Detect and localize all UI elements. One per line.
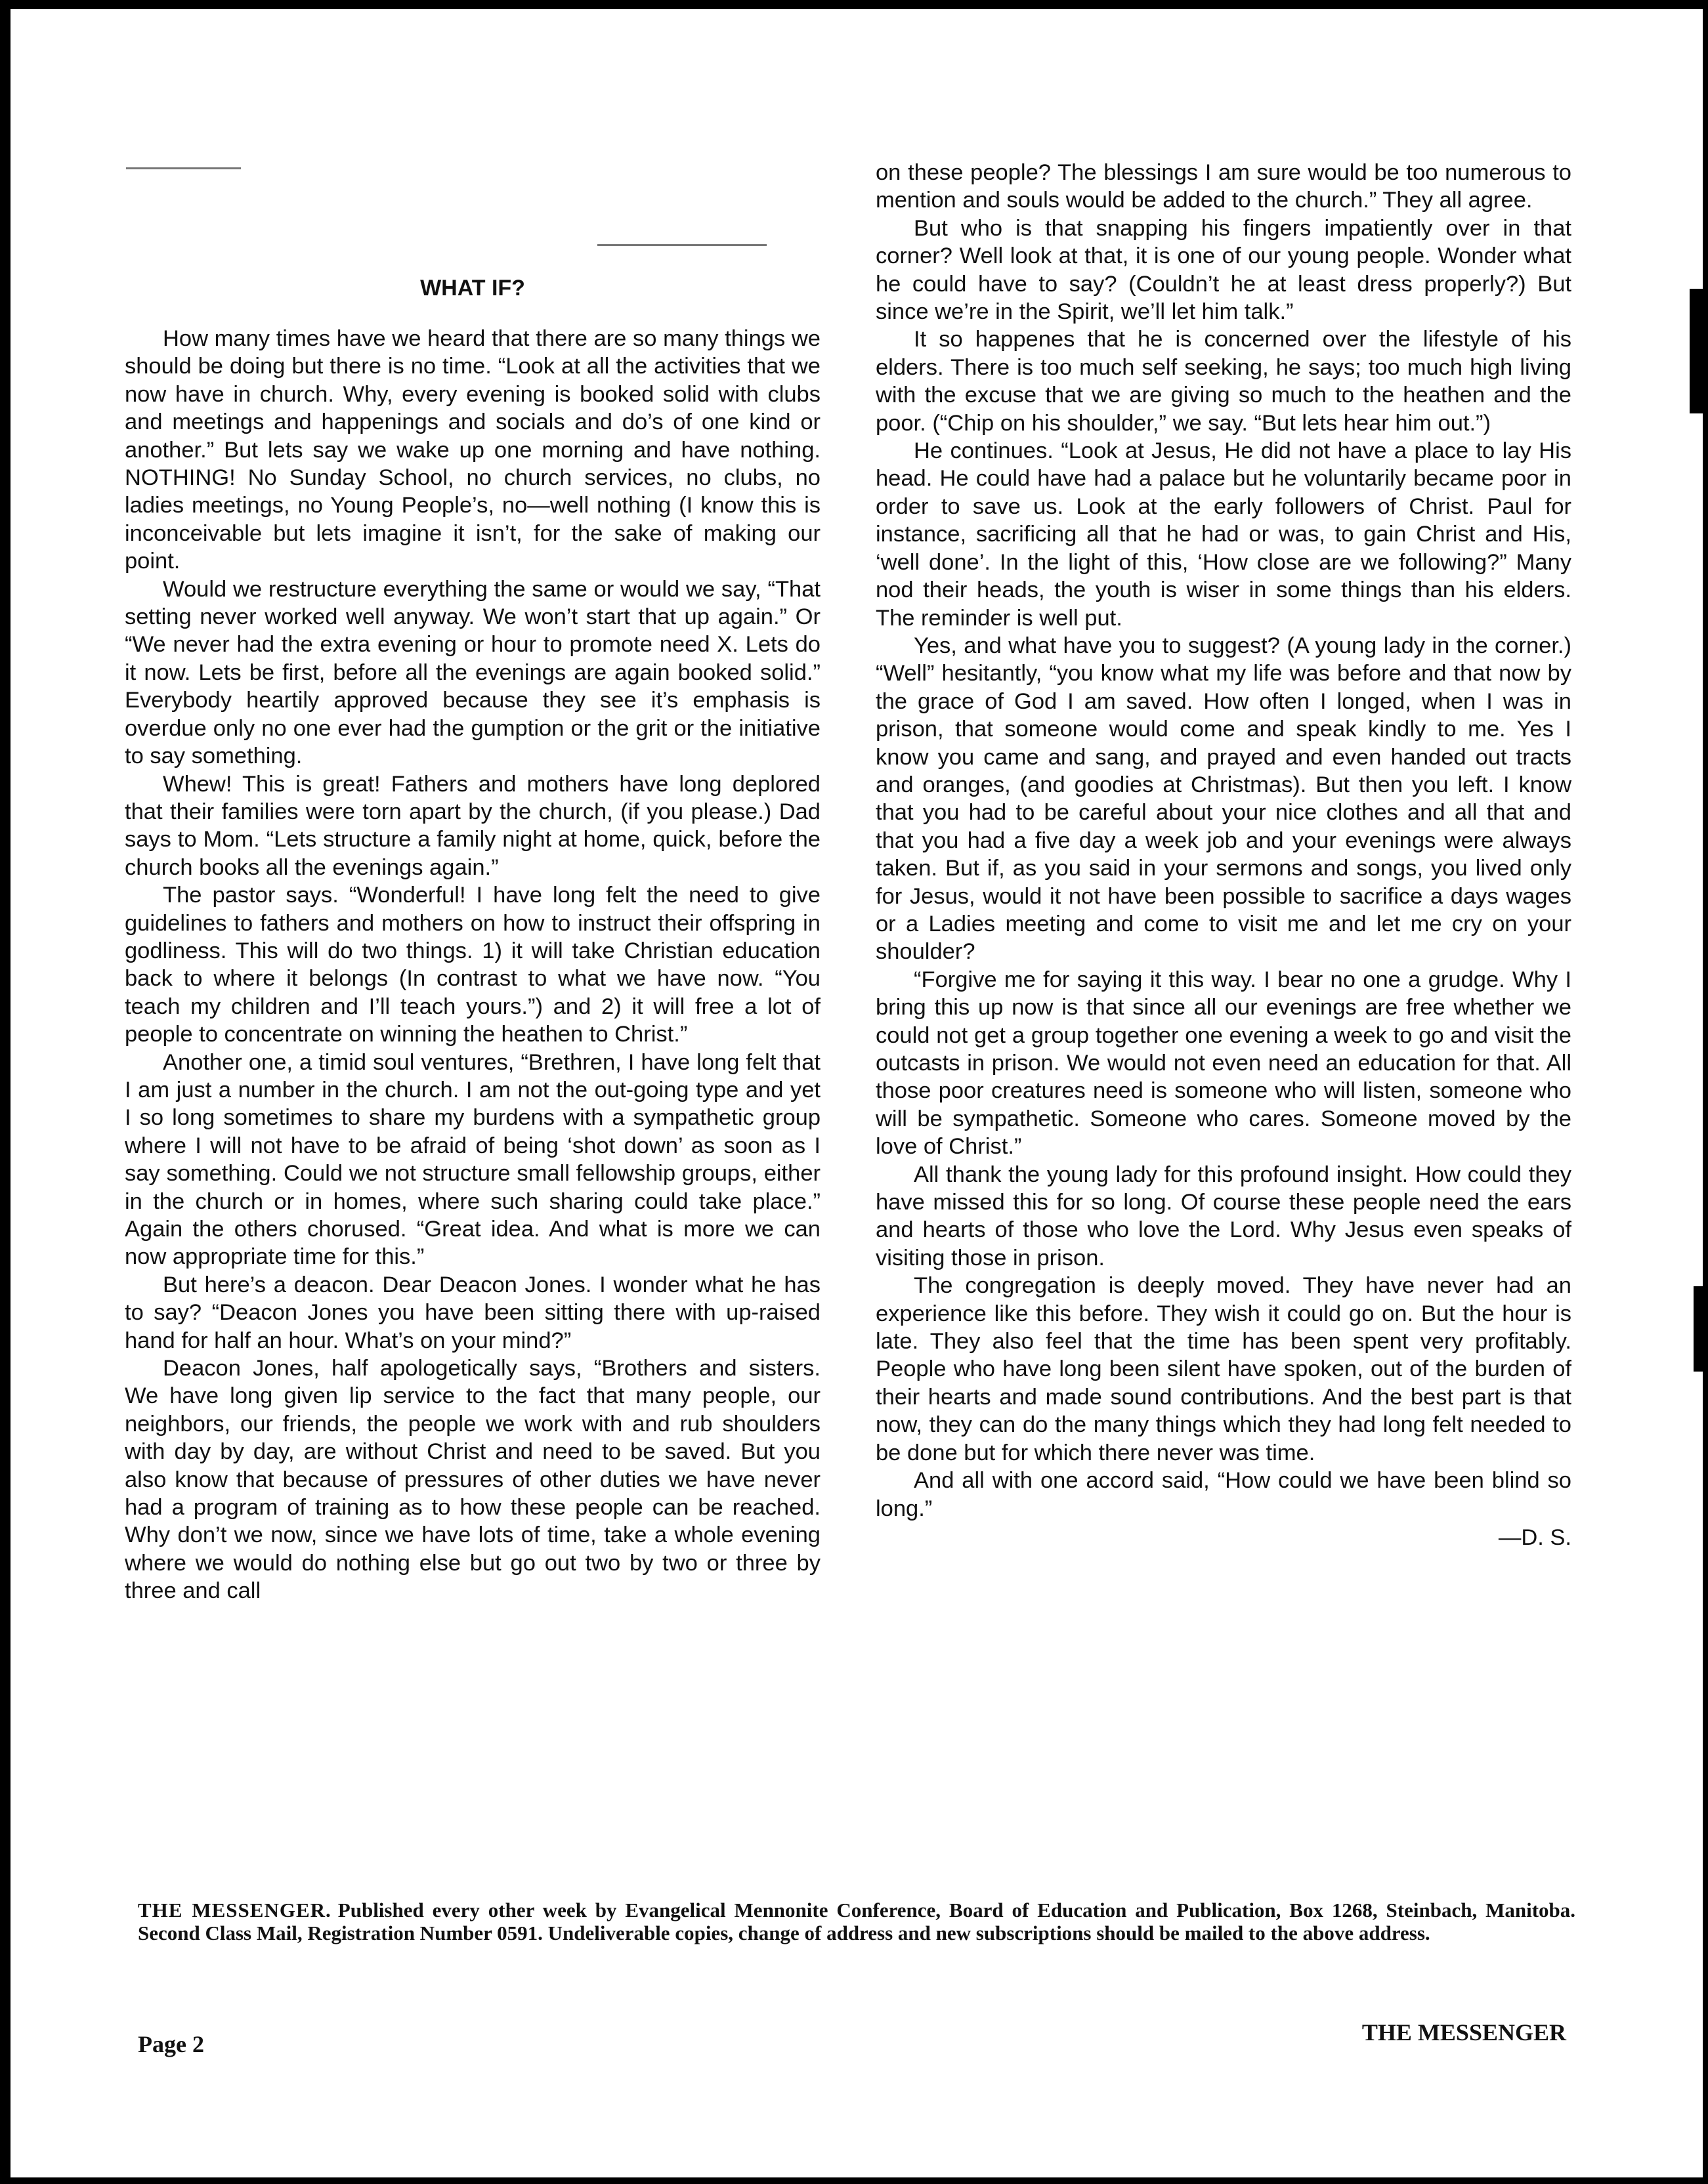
- article-paragraph: “Forgive me for saying it this way. I bear no one a grudge. Why I bring this up now is that since all our evenings are free whether we could not get a group together one evening a week to go and visit the outcasts in prison. We would not even need an education for that. All those poor creatures need is someone who will listen, someone who will be sympathetic. Someone who cares. Someone moved by the love of Christ.”: [876, 967, 1571, 1160]
- binder-mark-bottom: [1694, 1286, 1703, 1372]
- header-rule-left: [126, 167, 241, 169]
- article-paragraph: It so happenes that he is concerned over the lifestyle of his elders. There is too much self seeking, he says; too much high living with the excuse that we are giving so much to the heathen and the poor. (“Chip on his shoulder,” we say. “But lets hear him out.”): [876, 327, 1571, 436]
- article-paragraph: How many times have we heard that there are so many things we should be doing but there is no time. “Look at all the activities that we now have in church. Why, every evening is booked solid with clubs and meetings and happenings and socials and do’s of one kind or another.” But lets say we wake up one morning and have nothing. NOTHING! No Sunday School, no church services, no clubs, no ladies meetings, no Young People’s, no—well nothing (I know this is inconceivable but lets imagine it isn’t, for the sake of making our point.: [125, 326, 821, 574]
- article-signature: —D. S.: [1498, 1524, 1571, 1550]
- masthead-name: THE MESSENGER.: [138, 1899, 331, 1922]
- article-paragraph: The pastor says. “Wonderful! I have long felt the need to give guidelines to fathers and mothers on how to instruct their offspring in godliness. This will do two things. 1) it will take Christian education back to where it belongs (In contrast to what we have now. “You teach my children and I’ll teach yours.”) and 2) it will free a lot of people to concentrate on winning the heathen to Christ.”: [125, 883, 821, 1047]
- scan-border-right: [1703, 0, 1708, 2184]
- scan-border-bottom: [0, 2177, 1708, 2184]
- binder-mark-top: [1690, 289, 1703, 413]
- article-title: WHAT IF?: [420, 276, 525, 301]
- article-paragraph: Would we restructure everything the same or would we say, “That setting never worked well anyway. We won’t start that up again.” Or “We never had the extra evening or hour to promote need X. Lets do it now. Lets be first, before all the evenings are again booked solid.” Everybody heartily approved because they see it’s emphasis is overdue only no one ever had the gumption or the grit or the initiative to say something.: [125, 576, 821, 769]
- article-paragraph-continued: on these people? The blessings I am sure would be too numerous to mention and souls would be added to the church.” They all agree.: [876, 160, 1571, 213]
- article-column-right: [876, 159, 1571, 1551]
- article-paragraph: Yes, and what have you to suggest? (A young lady in the corner.) “Well” hesitantly, “you know what my life was before and that now by the grace of God I am saved. How often I longed, when I was in prison, that someone would come and speak kindly to me. Yes I know you came and sang, and prayed and even handed out tracts and oranges, (and goodies at Christmas). But then you left. I know that you had to be careful about your nice clothes and all that and that you had a five day a week job and your evenings were always taken. But if, as you said in your sermons and songs, you lived only for Jesus, would it not have been possible to sacrifice a days wages or a Ladies meeting and come to visit me and let me cry on your shoulder?: [876, 633, 1571, 965]
- article-paragraph: But who is that snapping his fingers impatiently over in that corner? Well look at that, it is one of our young people. Wonder what he could have to say? (Couldn’t he at least dress properly?) But since we’re in the Spirit, we’ll let him talk.”: [876, 215, 1571, 325]
- article-column-left: [125, 325, 821, 1605]
- scan-border-left: [0, 0, 11, 2184]
- article-paragraph: All thank the young lady for this profound insight. How could they have missed this for so long. Of course these people need the ears and hearts of those who love the Lord. Why Jesus even speaks of visiting those in prison.: [876, 1162, 1571, 1270]
- scan-border-top: [0, 0, 1708, 9]
- article-paragraph: And all with one accord said, “How could we have been blind so long.”: [876, 1468, 1571, 1521]
- article-paragraph: He continues. “Look at Jesus, He did not have a place to lay His head. He could have had a palace but he voluntarily became poor in order to save us. Look at the early followers of Christ. Paul for instance, sacrificing all that he had or was, to gain Christ and His, ‘well done’. In the light of this, ‘How close are we following?” Many nod their heads, the youth is wiser in some things than his elders. The reminder is well put.: [876, 438, 1571, 631]
- article-paragraph: The congregation is deeply moved. They have never had an experience like this before. They wish it could go on. But the hour is late. They also feel that the time has been spent very profitably. People who have long been silent have spoken, out of the burden of their hearts and made sound contributions. And the best part is that now, they can do the many things which they had long felt needed to be done but for which there never was time.: [876, 1273, 1571, 1465]
- page-number: Page 2: [138, 2031, 204, 2057]
- article-paragraph: But here’s a deacon. Dear Deacon Jones. I wonder what he has to say? “Deacon Jones you have been sitting there with up-raised hand for half an hour. What’s on your mind?”: [125, 1272, 821, 1353]
- article-paragraph: Deacon Jones, half apologetically says, “Brothers and sisters. We have long given lip service to the fact that many people, our neighbors, our friends, the people we work with and rub shoulders with day by day, are without Christ and need to be saved. But you also know that because of pressures of other duties we have never had a program of training as to how these people can be reached. Why don’t we now, since we have lots of time, take a whole evening where we would do nothing else but go out two by two or three by three and call: [125, 1356, 821, 1604]
- footer-publication-name: THE MESSENGER: [1361, 2019, 1566, 2046]
- article-paragraph: Whew! This is great! Fathers and mothers have long deplored that their families were torn apart by the church, (if you please.) Dad says to Mom. “Lets structure a family night at home, quick, before the church books all the evenings again.”: [125, 771, 821, 880]
- masthead-notice: [138, 1899, 1575, 1944]
- header-rule-right: [597, 244, 767, 246]
- article-paragraph: Another one, a timid soul ventures, “Brethren, I have long felt that I am just a number in the church. I am not the out-going type and yet I so long sometimes to share my burdens with a sympathetic group where I will not have to be afraid of being ‘shot down’ as soon as I say something. Could we not structure small fellowship groups, either in the church or in homes, where such sharing could take place.” Again the others chorused. “Great idea. And what is more we can now appropriate time for this.”: [125, 1049, 821, 1270]
- masthead-text: Published every other week by Evangelical Mennonite Conference, Board of Education and Publication, Box 1268, Steinbach, Manitoba. Second Class Mail, Registration Number 0591. Undeliverable copies, change of address and new subscriptions should be mailed to the above address.: [138, 1899, 1576, 1944]
